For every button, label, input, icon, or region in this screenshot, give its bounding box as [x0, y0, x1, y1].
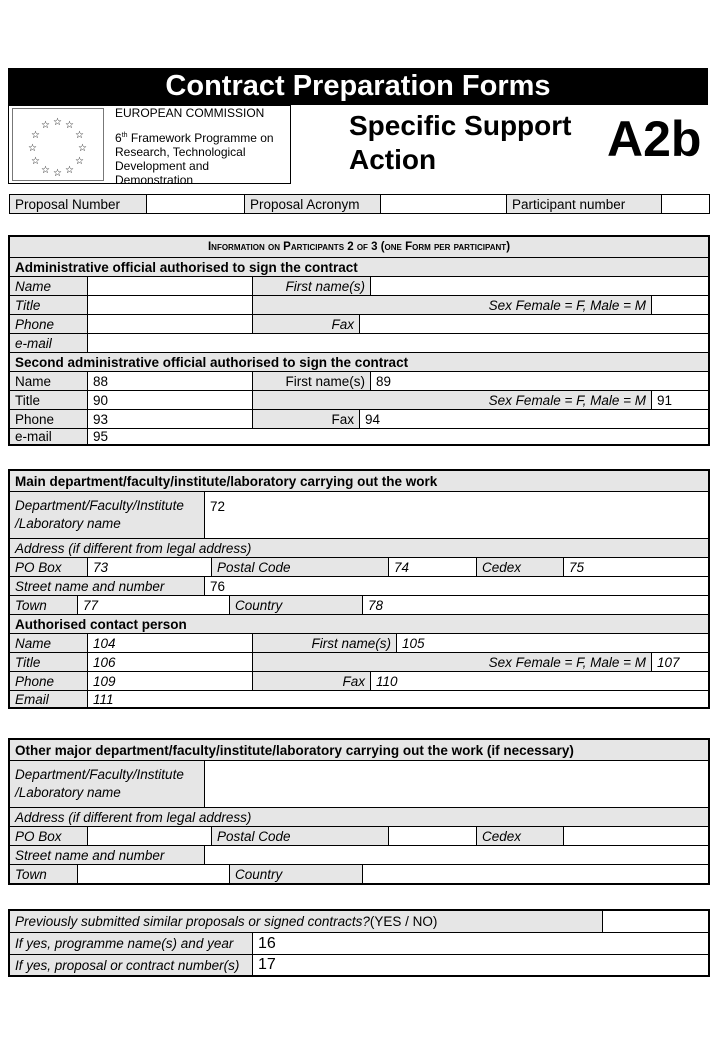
proposal-acronym-label: Proposal Acronym	[244, 195, 380, 213]
proposal-number-label: Proposal Number	[10, 195, 146, 213]
admin-title: Administrative official authorised to sign the contract	[15, 259, 358, 275]
previous-proposals-section	[8, 909, 710, 977]
second-admin-phone-label: Phone	[10, 410, 87, 428]
main-dept-title-row	[10, 471, 708, 491]
previous-programme-row	[10, 932, 708, 954]
main-contact-first-name-field[interactable]: 105	[396, 634, 708, 652]
main-dept-title: Main department/faculty/institute/laboratory carrying out the work	[15, 473, 438, 489]
admin-title-field-row	[10, 295, 708, 314]
main-country-field[interactable]: 78	[362, 596, 708, 614]
admin-fax-field[interactable]	[359, 315, 708, 333]
previous-programme-field[interactable]: 16	[252, 933, 708, 954]
form-title: Contract Preparation Forms	[8, 68, 708, 105]
participants-heading-row	[10, 237, 708, 257]
second-admin-sex-field[interactable]: 91	[651, 391, 708, 409]
main-contact-first-name-label: First name(s)	[252, 634, 396, 652]
admin-email-field[interactable]	[87, 334, 708, 352]
second-admin-fax-label: Fax	[252, 410, 359, 428]
main-department-section	[8, 469, 710, 709]
main-dept-name-field[interactable]: 72	[204, 492, 708, 538]
main-cedex-label: Cedex	[476, 558, 563, 576]
admin-fax-label: Fax	[252, 315, 359, 333]
previous-question-row	[10, 911, 708, 932]
programme-line-1: 6th Framework Programme on	[115, 131, 274, 145]
admin-title-label: Title	[10, 296, 87, 314]
previous-answer-field[interactable]	[602, 911, 708, 932]
second-admin-fax-field[interactable]: 94	[359, 410, 708, 428]
other-dept-name-row	[10, 760, 708, 807]
other-town-label: Town	[10, 865, 77, 883]
main-contact-title-field[interactable]: 106	[87, 653, 252, 671]
second-admin-phone-row	[10, 409, 708, 428]
other-dept-name-field[interactable]	[204, 761, 708, 807]
form-code: A2b	[607, 111, 702, 167]
admin-name-label: Name	[10, 277, 87, 295]
admin-sex-field[interactable]	[651, 296, 708, 314]
previous-contract-row	[10, 954, 708, 975]
proposal-number-field[interactable]	[146, 195, 244, 213]
main-contact-email-row	[10, 690, 708, 707]
admin-first-name-field[interactable]	[370, 277, 708, 295]
second-admin-name-field[interactable]: 88	[87, 372, 252, 390]
main-contact-fax-field[interactable]: 110	[370, 672, 708, 690]
second-admin-sex-label: Sex Female = F, Male = M	[252, 391, 651, 409]
second-admin-title: Second administrative official authorised to sign the contract	[15, 354, 409, 370]
main-contact-title: Authorised contact person	[15, 616, 187, 632]
other-cedex-label: Cedex	[476, 827, 563, 845]
admin-name-field[interactable]	[87, 277, 252, 295]
second-admin-name-row	[10, 371, 708, 390]
main-dept-name-row	[10, 491, 708, 538]
previous-programme-label: If yes, programme name(s) and year	[10, 933, 252, 954]
main-contact-fax-label: Fax	[252, 672, 370, 690]
main-contact-email-label: Email	[10, 691, 87, 707]
participant-number-field[interactable]	[661, 195, 709, 213]
second-admin-email-row	[10, 428, 708, 444]
main-country-label: Country	[229, 596, 362, 614]
second-admin-first-name-label: First name(s)	[252, 372, 370, 390]
admin-email-row	[10, 333, 708, 352]
ec-header-block	[8, 105, 291, 187]
main-contact-name-row	[10, 633, 708, 652]
admin-phone-row	[10, 314, 708, 333]
other-postal-code-field[interactable]	[388, 827, 476, 845]
main-contact-phone-row	[10, 671, 708, 690]
main-dept-name-label: Department/Faculty/Institute /Laboratory name	[10, 492, 204, 538]
other-postal-code-label: Postal Code	[211, 827, 388, 845]
other-department-section	[8, 738, 710, 885]
other-dept-address-row	[10, 807, 708, 826]
main-contact-email-field[interactable]: 111	[87, 691, 708, 707]
admin-email-label: e-mail	[10, 334, 87, 352]
main-dept-address-row	[10, 538, 708, 557]
main-contact-sex-field[interactable]: 107	[651, 653, 708, 671]
other-street-label: Street name and number	[10, 846, 204, 864]
main-cedex-field[interactable]: 75	[563, 558, 708, 576]
main-dept-pobox-row	[10, 557, 708, 576]
other-cedex-field[interactable]	[563, 827, 708, 845]
second-admin-first-name-field[interactable]: 89	[370, 372, 708, 390]
other-po-box-label: PO Box	[10, 827, 87, 845]
other-dept-pobox-row	[10, 826, 708, 845]
main-contact-name-field[interactable]: 104	[87, 634, 252, 652]
main-contact-phone-field[interactable]: 109	[87, 672, 252, 690]
main-contact-phone-label: Phone	[10, 672, 87, 690]
participants-section	[8, 235, 710, 446]
admin-sex-label: Sex Female = F, Male = M	[252, 296, 651, 314]
second-admin-title-field-row	[10, 390, 708, 409]
other-country-label: Country	[229, 865, 362, 883]
main-dept-address-label: Address (if different from legal address)	[15, 540, 252, 556]
main-po-box-label: PO Box	[10, 558, 87, 576]
previous-question-label: Previously submitted similar proposals or signed contracts? (YES / NO)	[10, 911, 602, 932]
admin-name-row	[10, 276, 708, 295]
previous-contract-field[interactable]: 17	[252, 955, 708, 975]
main-street-field[interactable]: 76	[204, 577, 708, 595]
action-title: Specific Support Action	[349, 110, 572, 175]
main-postal-code-field[interactable]: 74	[388, 558, 476, 576]
main-po-box-field[interactable]: 73	[87, 558, 211, 576]
participant-number-label: Participant number	[506, 195, 661, 213]
admin-title-field[interactable]	[87, 296, 252, 314]
proposal-bar	[9, 194, 710, 214]
proposal-acronym-field[interactable]	[380, 195, 506, 213]
main-contact-sex-label: Sex Female = F, Male = M	[252, 653, 651, 671]
ec-text	[115, 106, 290, 187]
main-contact-title-row	[10, 614, 708, 633]
main-contact-title-label: Title	[10, 653, 87, 671]
main-postal-code-label: Postal Code	[211, 558, 388, 576]
other-country-field[interactable]	[362, 865, 708, 883]
second-admin-phone-field[interactable]: 93	[87, 410, 252, 428]
participants-heading: Information on Participants 2 of 3 (one Form per participant)	[207, 241, 511, 253]
second-admin-title-field[interactable]: 90	[87, 391, 252, 409]
main-street-label: Street name and number	[10, 577, 204, 595]
second-admin-email-field[interactable]: 95	[87, 429, 708, 444]
eu-flag-logo: ☆ ☆ ☆ ☆ ☆ ☆ ☆ ☆ ☆ ☆ ☆ ☆	[12, 108, 104, 181]
other-dept-address-label: Address (if different from legal address)	[15, 809, 252, 825]
main-town-field[interactable]: 77	[77, 596, 229, 614]
second-admin-title-row	[10, 352, 708, 371]
admin-first-name-label: First name(s)	[252, 277, 370, 295]
commission-name: EUROPEAN COMMISSION	[115, 106, 265, 120]
other-dept-title: Other major department/faculty/institute/laboratory carrying out the work (if necessary)	[15, 742, 574, 758]
other-dept-name-label: Department/Faculty/Institute /Laboratory name	[10, 761, 204, 807]
other-street-field[interactable]	[204, 846, 708, 864]
other-town-field[interactable]	[77, 865, 229, 883]
main-contact-title-field-row	[10, 652, 708, 671]
programme-line-2: Research, Technological	[115, 145, 246, 159]
other-po-box-field[interactable]	[87, 827, 211, 845]
admin-title-row	[10, 257, 708, 276]
programme-line-3: Development and Demonstration	[115, 159, 210, 187]
main-street-row	[10, 576, 708, 595]
second-admin-name-label: Name	[10, 372, 87, 390]
previous-contract-label: If yes, proposal or contract number(s)	[10, 955, 252, 975]
other-dept-title-row	[10, 740, 708, 760]
admin-phone-label: Phone	[10, 315, 87, 333]
other-town-row	[10, 864, 708, 883]
main-town-row	[10, 595, 708, 614]
second-admin-email-label: e-mail	[10, 429, 87, 444]
admin-phone-field[interactable]	[87, 315, 252, 333]
main-town-label: Town	[10, 596, 77, 614]
other-street-row	[10, 845, 708, 864]
main-contact-name-label: Name	[10, 634, 87, 652]
second-admin-title-label: Title	[10, 391, 87, 409]
